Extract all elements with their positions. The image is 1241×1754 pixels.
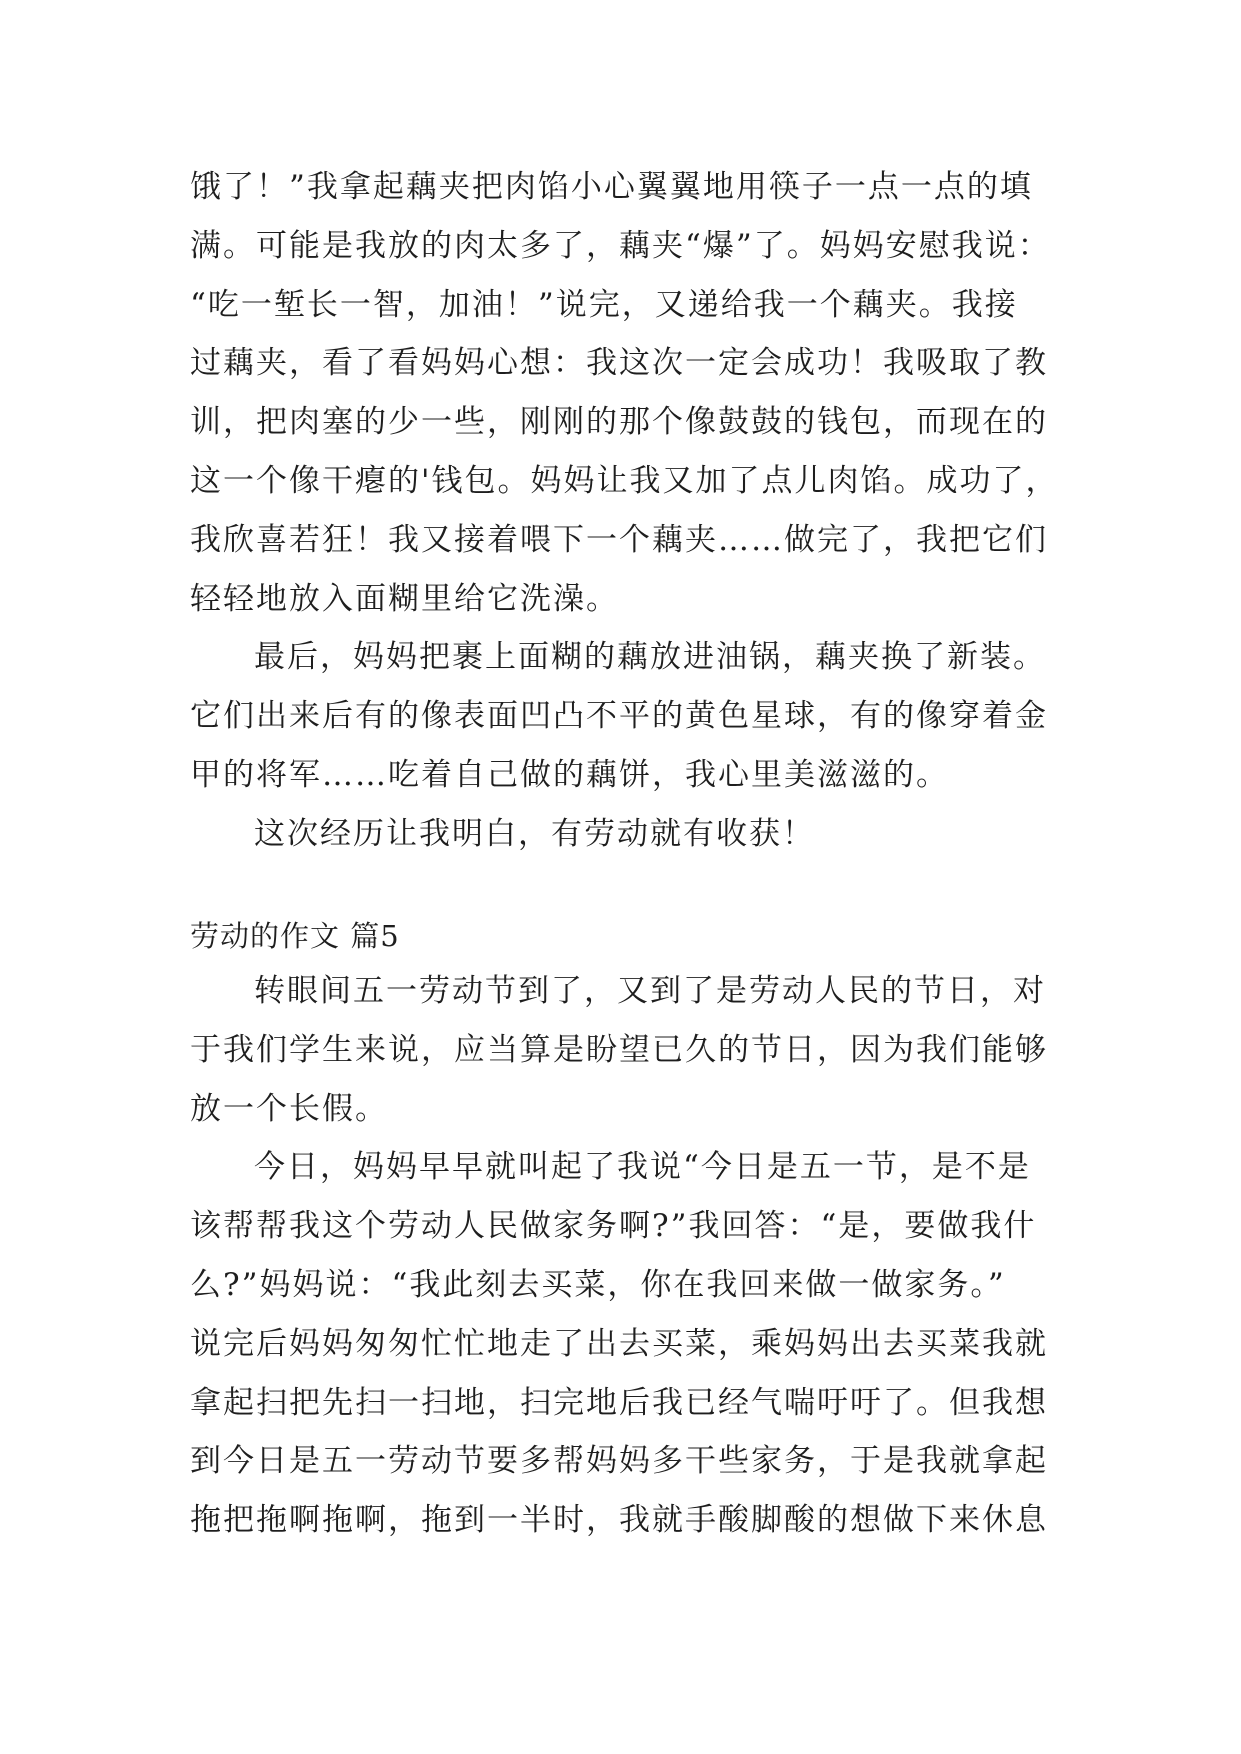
text-line: 我欣喜若狂！我又接着喂下一个藕夹……做完了，我把它们: [190, 521, 1048, 558]
text-line: 拿起扫把先扫一扫地，扫完地后我已经气喘吁吁了。但我想: [190, 1384, 1048, 1421]
text-line: 放一个长假。: [190, 1090, 388, 1127]
paragraph-start-line: 这次经历让我明白，有劳动就有收获！: [254, 815, 815, 852]
paragraph-start-line: 最后，妈妈把裹上面糊的藕放进油锅，藕夹换了新装。: [254, 639, 1046, 676]
text-line: 该帮帮我这个劳动人民做家务啊?”我回答：“是，要做我什: [190, 1208, 1037, 1245]
text-line: 训，把肉塞的少一些，刚刚的那个像鼓鼓的钱包，而现在的: [190, 404, 1048, 441]
essay-5-body: [190, 962, 1070, 1550]
text-line: 饿了！”我拿起藕夹把肉馅小心翼翼地用筷子一点一点的填: [190, 169, 1033, 205]
text-line: 过藕夹，看了看妈妈心想：我这次一定会成功！我吸取了教: [190, 345, 1048, 382]
paragraph-start-line: 转眼间五一劳动节到了，又到了是劳动人民的节日，对: [254, 973, 1046, 1009]
text-line: 甲的将军……吃着自己做的藕饼，我心里美滋滋的。: [190, 756, 949, 793]
essay-5-heading: 劳动的作文 篇5: [190, 919, 400, 953]
text-line: 它们出来后有的像表面凹凸不平的黄色星球，有的像穿着金: [190, 698, 1048, 735]
text-line: 轻轻地放入面糊里给它洗澡。: [190, 580, 619, 617]
text-line: 说完后妈妈匆匆忙忙地走了出去买菜，乘妈妈出去买菜我就: [190, 1325, 1048, 1362]
text-line: 于我们学生来说，应当算是盼望已久的节日，因为我们能够: [190, 1031, 1048, 1068]
essay-4-continuation: [190, 158, 1070, 864]
text-line: “吃一堑长一智，加油！”说完，又递给我一个藕夹。我接: [190, 286, 1018, 323]
text-line: 么?”妈妈说：“我此刻去买菜，你在我回来做一做家务。”: [190, 1266, 1006, 1303]
text-line: 这一个像干瘪的'钱包。妈妈让我又加了点儿肉馅。成功了，: [190, 462, 1059, 499]
paragraph-start-line: 今日，妈妈早早就叫起了我说“今日是五一节，是不是: [254, 1149, 1031, 1186]
text-line: 拖把拖啊拖啊，拖到一半时，我就手酸脚酸的想做下来休息: [190, 1502, 1048, 1539]
text-line: 满。可能是我放的肉太多了，藕夹“爆”了。妈妈安慰我说：: [190, 227, 1051, 264]
text-line: 到今日是五一劳动节要多帮妈妈多干些家务，于是我就拿起: [190, 1443, 1048, 1480]
